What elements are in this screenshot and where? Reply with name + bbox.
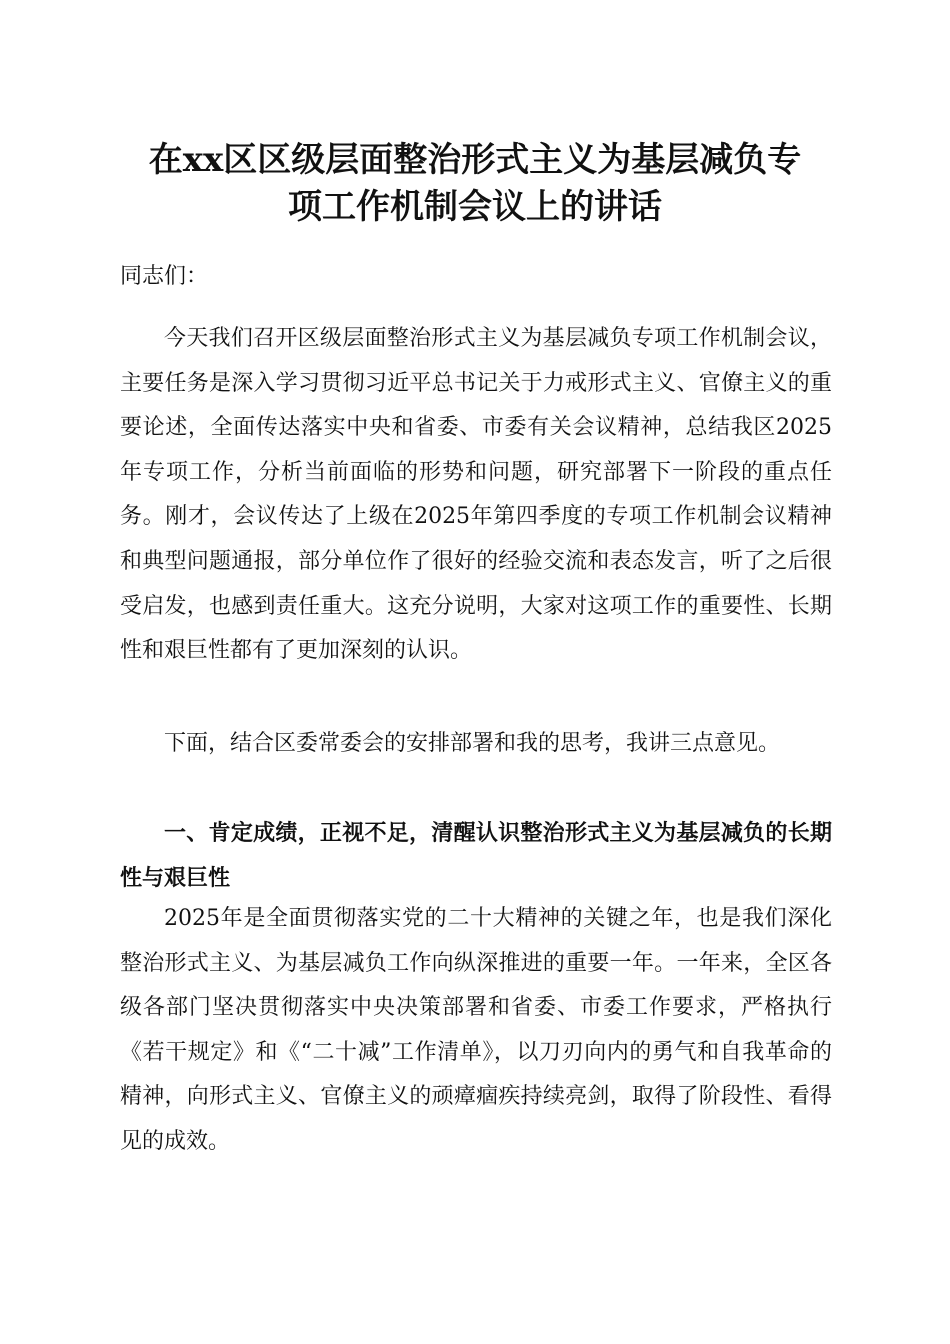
paragraph-intro: 今天我们召开区级层面整治形式主义为基层减负专项工作机制会议，主要任务是深入学习贯彻习近平总书记关于力戒形式主义、官僚主义的重要论述，全面传达落实中央和省委、市委有关会议精神，总结我区2025年专项工作，分析当前面临的形势和问题，研究部署下一阶段的重点任务。刚才，会议传达了上级在2025年第四季度的专项工作机制会议精神和典型问题通报，部分单位作了很好的经验交流和表态发言，听了之后很受启发，也感到责任重大。这充分说明，大家对这项工作的重要性、长期性和艰巨性都有了更加深刻的认识。 [120,326,832,664]
section-heading-1: 一、肯定成绩，正视不足，清醒认识整治形式主义为基层减负的长期性与艰巨性 [120,821,832,891]
document-title-line-2: 项工作机制会议上的讲话 [288,187,662,227]
paragraph-section-1: 2025年是全面贯彻落实党的二十大精神的关键之年，也是我们深化整治形式主义、为基层减负工作向纵深推进的重要一年。一年来，全区各级各部门坚决贯彻落实中央决策部署和省委、市委工作要求，严格执行《若干规定》和《“二十减”工作清单》，以刀刃向内的勇气和自我革命的精神，向形式主义、官僚主义的顽瘴痼疾持续亮剑，取得了阶段性、看得见的成效。 [120,906,832,1154]
document-title-line-1: 在xx区区级层面整治形式主义为基层减负专 [148,140,802,180]
paragraph-outline: 下面，结合区委常委会的安排部署和我的思考，我讲三点意见。 [164,731,781,756]
greeting: 同志们： [120,264,209,289]
